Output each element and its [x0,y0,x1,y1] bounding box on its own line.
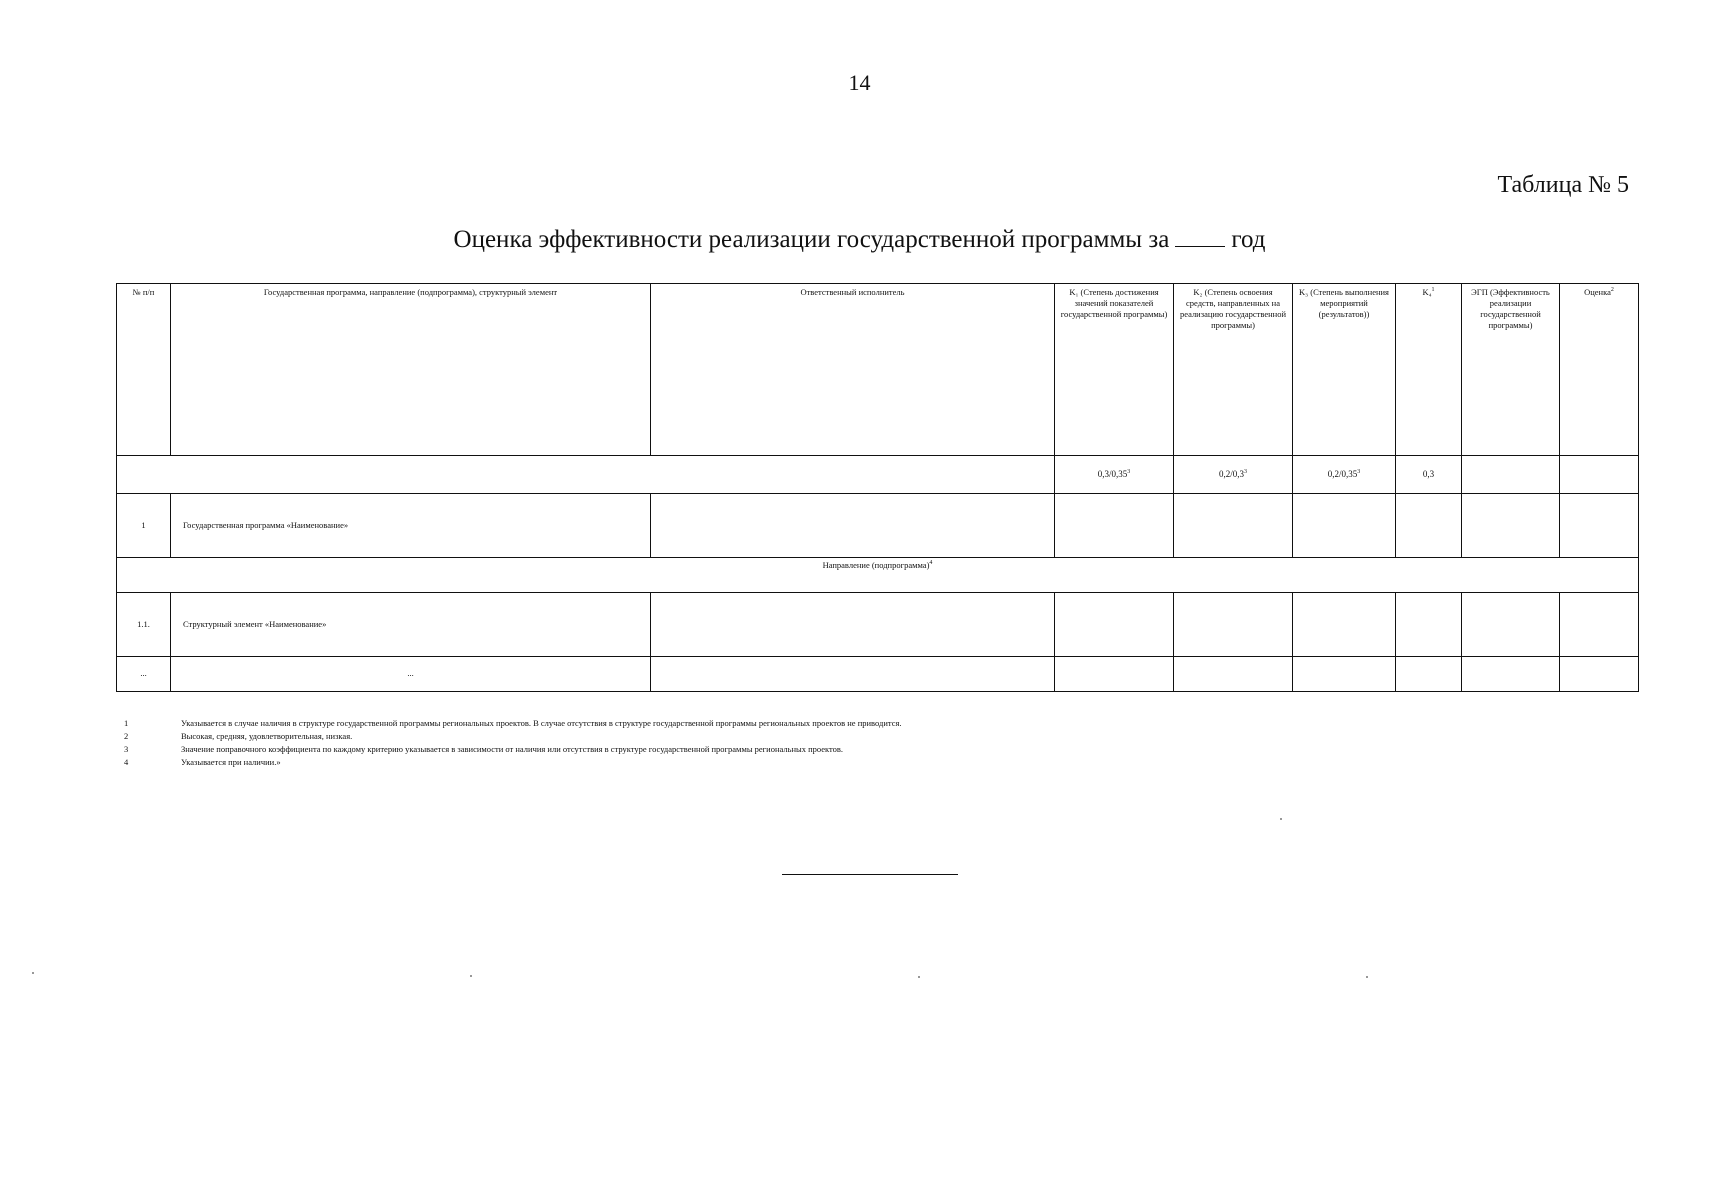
direction-row [117,558,1639,593]
program-row-name: Государственная программа «Наименование» [171,494,651,558]
coef-k3: 0,2/0,35 [1327,468,1358,479]
footnote-number: 2 [124,731,129,741]
header-num: № п/п [117,284,171,456]
empty-cell [1055,593,1174,657]
table-header-row [117,284,1639,456]
empty-cell [1396,657,1462,692]
more-row-num: ... [117,657,171,692]
empty-cell [1293,593,1396,657]
direction-label: Направление (подпрограмма) [822,560,930,570]
coef-k1-footnote-ref: 3 [1127,468,1131,475]
coef-k2-footnote-ref: 3 [1244,468,1247,475]
footnote [124,743,1574,756]
coefficients-row [117,456,1639,494]
title-text: Оценка эффективности реализации государственной программы за [453,226,1170,253]
footnote-text: Указывается при наличии.» [181,757,281,767]
table-row [117,657,1639,692]
empty-cell [651,657,1055,692]
coef-etp-cell [1462,456,1560,494]
empty-cell [1396,593,1462,657]
header-etp: ЭГП (Эффективность реализации государственной программы) [1462,284,1560,456]
empty-cell [651,494,1055,558]
page-number: 14 [848,70,871,95]
year-blank-line [1175,228,1225,247]
scan-speck [1366,976,1368,978]
footnote-text: Высокая, средняя, удовлетворительная, низкая. [181,731,353,741]
program-row-num: 1 [117,494,171,558]
empty-cell [1174,593,1293,657]
scan-speck [1280,818,1282,820]
header-program: Государственная программа, направление (подпрограмма), структурный элемент [171,284,651,456]
coef-k3-footnote-ref: 3 [1357,468,1361,475]
coef-k2-cell [1174,456,1293,494]
more-row-name: ... [171,657,651,692]
footnote [124,730,1574,743]
empty-cell [1055,657,1174,692]
coef-k3-cell [1293,456,1396,494]
empty-cell [1055,494,1174,558]
title-year-word: год [1231,226,1266,253]
empty-cell [1560,657,1639,692]
empty-cell [1462,657,1560,692]
footnote-number: 3 [124,744,129,754]
header-k1: K₁ (Степень достижения значений показателей государственной программы) [1055,284,1174,456]
header-executor: Ответственный исполнитель [651,284,1055,456]
header-k3: K₃ (Степень выполнения мероприятий (результатов)) [1293,284,1396,456]
direction-cell [117,558,1639,593]
coef-rating-cell [1560,456,1639,494]
coefficients-blank-cell [117,456,1055,494]
empty-cell [1462,593,1560,657]
footnote-text: Значение поправочного коэффициента по каждому критерию указывается в зависимости от наличия или отсутствия в структуре государственной программы региональных проектов. [181,744,844,754]
empty-cell [1560,494,1639,558]
coef-k4: 0,3 [1396,456,1462,494]
header-k4: K₄ [1422,287,1432,297]
header-k2: K₂ (Степень освоения средств, направленных на реализацию государственной программы) [1174,284,1293,456]
element-row-name: Структурный элемент «Наименование» [171,593,651,657]
table-row [117,593,1639,657]
footnote [124,756,1574,769]
coef-k2: 0,2/0,3 [1218,468,1244,479]
empty-cell [1174,494,1293,558]
empty-cell [651,593,1055,657]
footnote-text: Указывается в случае наличия в структуре государственной программы региональных проектов. В случае отсутствия в структуре государственной программы региональных проектов не приводится. [181,718,902,728]
coef-k1-cell [1055,456,1174,494]
footnote-number: 4 [124,757,129,767]
document-title [0,226,1719,254]
coef-k1: 0,3/0,35 [1097,468,1128,479]
element-row-num: 1.1. [117,593,171,657]
header-k4-footnote-ref: 1 [1431,287,1435,294]
closing-rule [782,874,958,875]
footnote-number: 1 [124,718,129,728]
empty-cell [1293,657,1396,692]
scan-speck [918,976,920,978]
empty-cell [1293,494,1396,558]
table-label: Таблица № 5 [1497,172,1629,198]
empty-cell [1462,494,1560,558]
evaluation-table [116,283,1639,692]
header-rating-cell [1560,284,1639,456]
table-row [117,494,1639,558]
footnotes [124,717,1574,769]
header-rating-footnote-ref: 2 [1610,287,1614,294]
direction-footnote-ref: 4 [929,560,933,567]
footnote [124,717,1574,730]
empty-cell [1396,494,1462,558]
header-rating: Оценка [1584,287,1611,297]
empty-cell [1560,593,1639,657]
scan-speck [470,975,472,977]
empty-cell [1174,657,1293,692]
header-k4-cell [1396,284,1462,456]
scan-speck [32,972,34,974]
